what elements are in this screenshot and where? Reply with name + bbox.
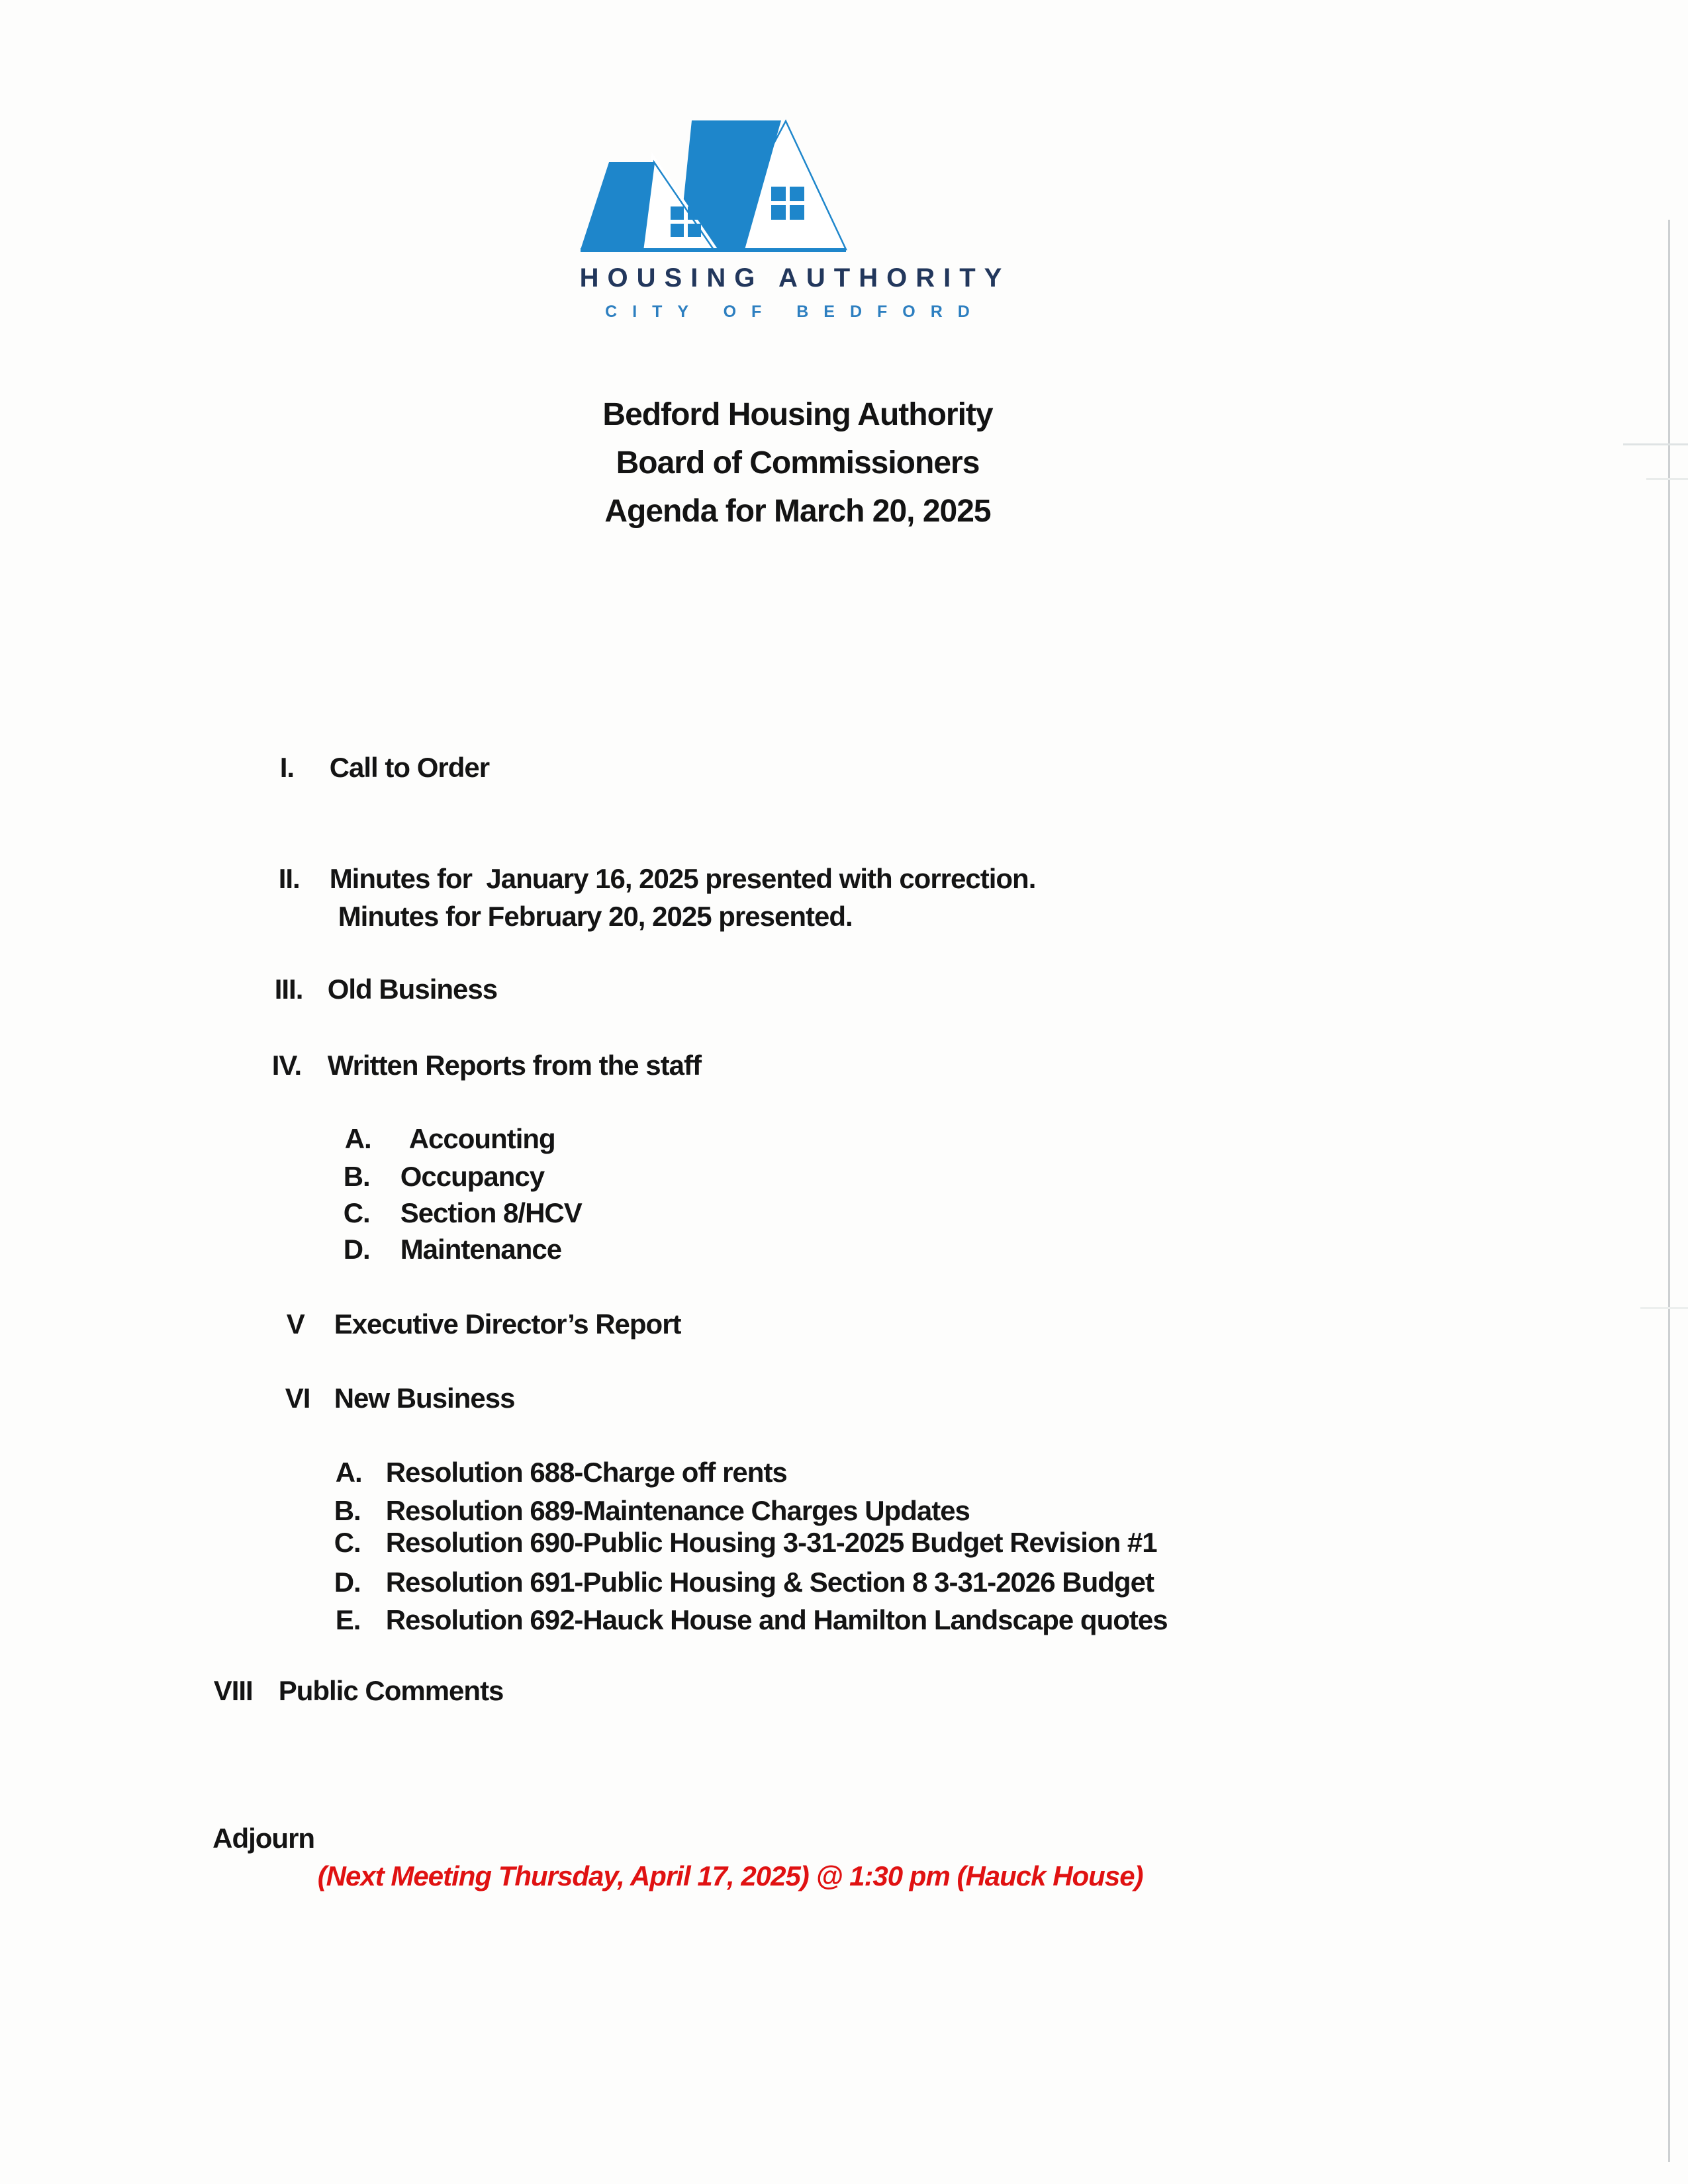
adjourn-label: Adjourn: [212, 1823, 315, 1854]
logo-baseline: [581, 248, 846, 252]
agenda-item-call-to-order: [252, 722, 489, 813]
item-label: Minutes for February 20, 2025 presented.: [338, 901, 853, 932]
item-label: Section 8/HCV: [400, 1197, 582, 1228]
scan-artifact-mark: [1646, 478, 1688, 480]
title-line-2: Board of Commissioners: [616, 445, 980, 480]
item-label: Call to Order: [329, 752, 490, 783]
item-numeral: VIII: [213, 1675, 253, 1706]
item-numeral: I.: [279, 752, 295, 783]
item-letter: C.: [334, 1527, 361, 1558]
item-label: Accounting: [408, 1123, 555, 1154]
scan-artifact-mark: [1623, 443, 1688, 445]
item-letter: D.: [343, 1234, 370, 1265]
item-label: Old Business: [327, 974, 498, 1005]
item-letter: C.: [343, 1197, 370, 1228]
scan-artifact-vertical-line: [1668, 220, 1670, 2162]
title-line-1: Bedford Housing Authority: [602, 397, 993, 432]
title-line-3: Agenda for March 20, 2025: [604, 494, 991, 529]
item-numeral: V: [286, 1308, 305, 1340]
item-label: Resolution 689-Maintenance Charges Updates: [385, 1495, 970, 1526]
item-letter: E.: [335, 1604, 361, 1635]
item-letter: A.: [344, 1123, 371, 1154]
next-meeting-note: (Next Meeting Thursday, April 17, 2025) @ 1:30 pm (Hauck House): [317, 1860, 1143, 1891]
housing-authority-logo-icon: [579, 111, 847, 257]
scan-artifact-mark: [1640, 1307, 1688, 1309]
item-label: Public Comments: [278, 1675, 504, 1706]
item-label: Minutes for January 16, 2025 presented with correction.: [329, 863, 1036, 894]
item-letter: D.: [334, 1567, 361, 1598]
item-label: Executive Director’s Report: [334, 1308, 681, 1340]
item-numeral: II.: [278, 863, 300, 894]
small-house-roof: [581, 162, 654, 250]
item-label: Resolution 692-Hauck House and Hamilton Landscape quotes: [385, 1604, 1168, 1635]
logo-org-subtitle: CITY OF BEDFORD: [605, 302, 985, 321]
item-numeral: III.: [274, 974, 303, 1005]
item-numeral: IV.: [271, 1050, 302, 1081]
item-label: Maintenance: [400, 1234, 562, 1265]
item-label: Resolution 690-Public Housing 3-31-2025 Budget Revision #1: [385, 1527, 1157, 1558]
item-label: Written Reports from the staff: [327, 1050, 701, 1081]
item-label: Occupancy: [400, 1161, 545, 1192]
item-label: Resolution 691-Public Housing & Section 8 3-31-2026 Budget: [385, 1567, 1154, 1598]
logo-org-name: HOUSING AUTHORITY: [579, 263, 1011, 293]
item-letter: A.: [335, 1457, 362, 1488]
item-label: Resolution 688-Charge off rents: [385, 1457, 787, 1488]
item-letter: B.: [334, 1495, 361, 1526]
item-numeral: VI: [285, 1383, 310, 1414]
agenda-item-public-comments: [185, 1645, 503, 1737]
item-letter: B.: [343, 1161, 370, 1192]
document-title: [503, 390, 1092, 535]
item-label: New Business: [334, 1383, 515, 1414]
